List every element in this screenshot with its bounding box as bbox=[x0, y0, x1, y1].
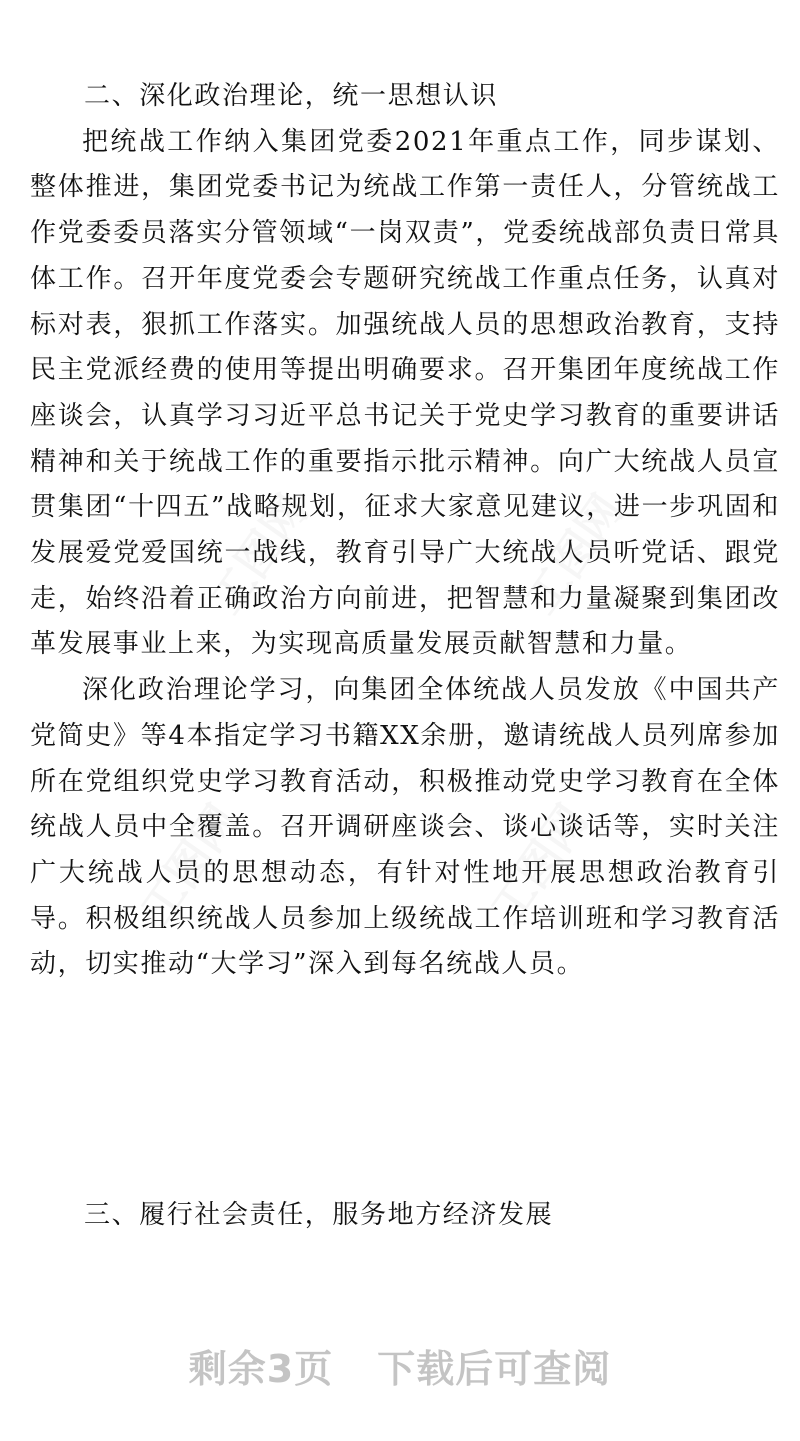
paragraph-1: 把统战工作纳入集团党委2021年重点工作，同步谋划、整体推进，集团党委书记为统战工作第一责任人，分管统战工作党委委员落实分管领域“一岗双责”，党委统战部负责日常具体工作。召开年度党委会专题研究统战工作重点任务，认真对标对表，狠抓工作落实。加强统战人员的思想政治教育，支持民主党派经费的使用等提出明确要求。召开集团年度统战工作座谈会，认真学习习近平总书记关于党史学习教育的重要讲话精神和关于统战工作的重要指示批示精神。向广大统战人员宣贯集团“十四五”战略规划，征求大家意见建议，进一步巩固和发展爱党爱国统一战线，教育引导广大统战人员听党话、跟党走，始终沿着正确政治方向前进，把智慧和力量凝聚到集团改革发展事业上来，为实现高质量发展贡献智慧和力量。 bbox=[30, 126, 780, 660]
download-prompt-label: 下载后可查阅 bbox=[377, 1347, 612, 1391]
watermark: 工图网 bbox=[130, 795, 249, 934]
section-3-heading: 三、履行社会责任，服务地方经济发展 bbox=[84, 1200, 554, 1230]
document-body bbox=[30, 74, 780, 988]
remaining-pages-label: 剩余3页 bbox=[188, 1347, 334, 1391]
section-3-block bbox=[30, 1193, 780, 1239]
watermark: 工图网 bbox=[200, 485, 319, 624]
download-more-banner[interactable] bbox=[0, 1338, 800, 1393]
watermark: 工图网 bbox=[515, 485, 634, 624]
section-2-heading: 二、深化政治理论，统一思想认识 bbox=[84, 81, 499, 111]
paragraph-2: 深化政治理论学习，向集团全体统战人员发放《中国共产党简史》等4本指定学习书籍XX余册，邀请统战人员列席参加所在党组织党史学习教育活动，积极推动党史学习教育在全体统战人员中全覆盖。召开调研座谈会、谈心谈话等，实时关注广大统战人员的思想动态，有针对性地开展思想政治教育引导。积极组织统战人员参加上级统战工作培训班和学习教育活动，切实推动“大学习”深入到每名统战人员。 bbox=[30, 675, 780, 980]
watermark: 工图网 bbox=[480, 795, 599, 934]
